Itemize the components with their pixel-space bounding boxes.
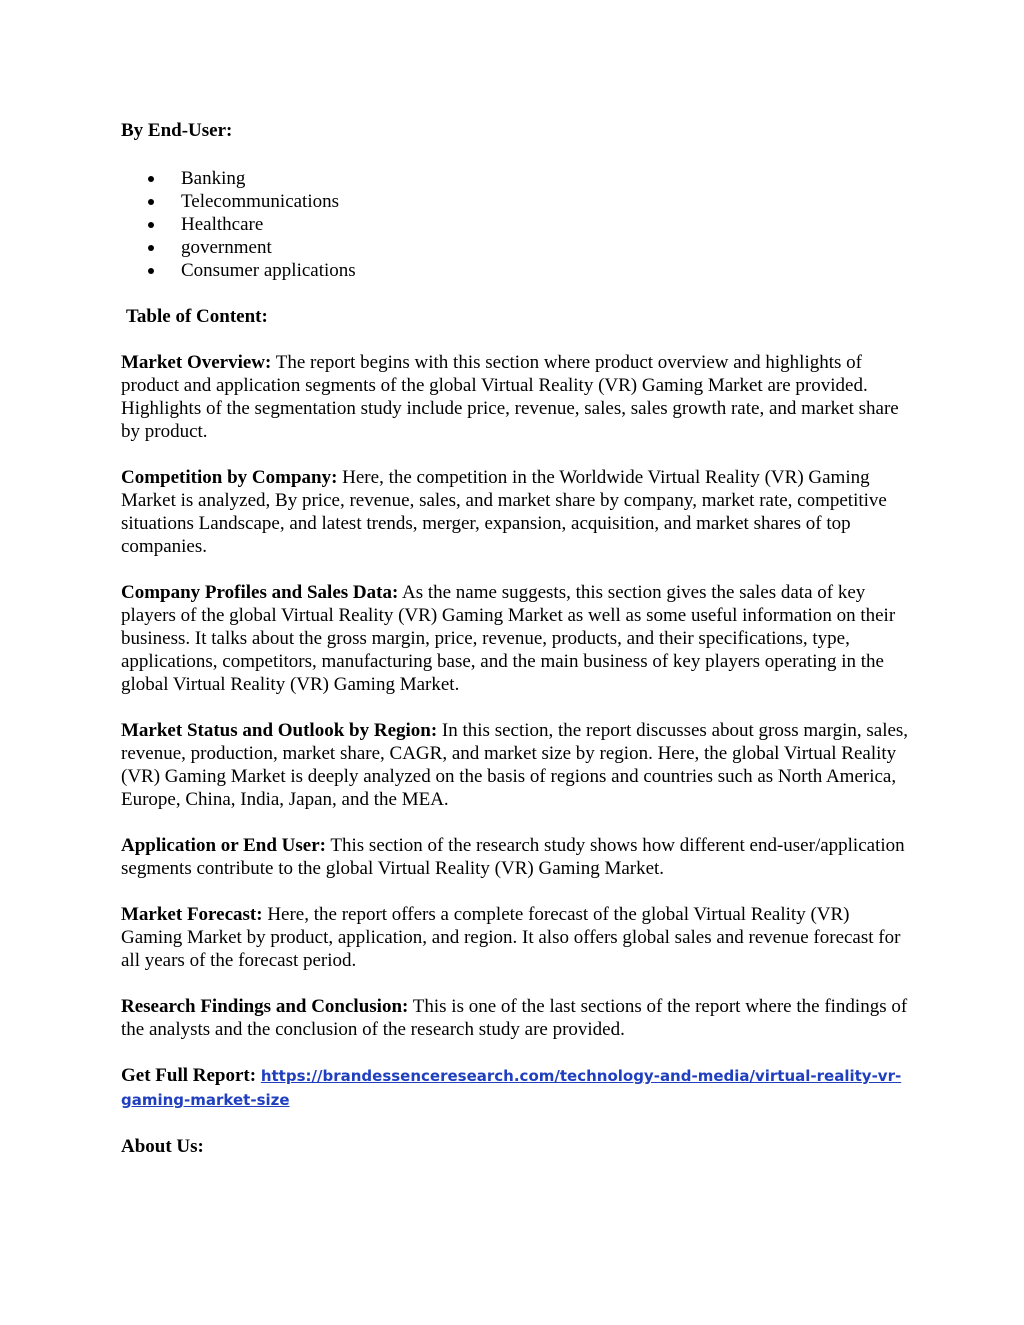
list-item bbox=[121, 213, 911, 236]
end-user-list bbox=[121, 167, 911, 282]
section-text: Here, the competition in the Worldwide Virtual Reality (VR) Gaming Market is analyzed, By price, revenue, sales, and market share by company, market rate, competitive situations Landscape, and latest trends, merger, expansion, acquisition, and market shares of top companies. bbox=[121, 467, 887, 557]
list-item bbox=[121, 190, 911, 213]
list-item bbox=[121, 236, 911, 259]
list-item-label: Telecommunications bbox=[181, 191, 340, 212]
section-label: Competition by Company: bbox=[121, 467, 338, 488]
section-application-end-user bbox=[121, 834, 911, 880]
list-item bbox=[121, 167, 911, 190]
section-market-status-by-region bbox=[121, 719, 911, 811]
section-label: Market Overview: bbox=[121, 352, 272, 373]
about-us-heading: About Us: bbox=[121, 1136, 204, 1157]
list-item-label: Consumer applications bbox=[181, 260, 356, 281]
section-text: As the name suggests, this section gives the sales data of key players of the global Virtual Reality (VR) Gaming Market as well as some useful information on their business. It talks about the gross margin, price, revenue, products, and their specifications, type, applications, competitors, manufacturing base, and the main business of key players operating in the global Virtual Reality (VR) Gaming Market. bbox=[121, 582, 896, 695]
section-text: This section of the research study shows how different end-user/application segments contribute to the global Virtual Reality (VR) Gaming Market. bbox=[121, 835, 905, 879]
section-label: Company Profiles and Sales Data: bbox=[121, 582, 399, 603]
list-item-label: government bbox=[181, 237, 272, 258]
bullet-icon bbox=[148, 222, 154, 228]
section-research-findings bbox=[121, 995, 911, 1041]
get-full-report bbox=[121, 1064, 911, 1112]
bullet-icon bbox=[148, 245, 154, 251]
list-item-label: Healthcare bbox=[181, 214, 264, 235]
section-text: The report begins with this section where product overview and highlights of product and application segments of the global Virtual Reality (VR) Gaming Market are provided. Highlights of the segmentation study include price, revenue, sales, sales growth rate, and market share by product. bbox=[121, 352, 899, 442]
report-label: Get Full Report: bbox=[121, 1065, 261, 1086]
bullet-icon bbox=[148, 176, 154, 182]
section-label: Application or End User: bbox=[121, 835, 326, 856]
section-market-overview bbox=[121, 351, 911, 443]
list-item bbox=[121, 259, 911, 282]
section-label: Research Findings and Conclusion: bbox=[121, 996, 409, 1017]
bullet-icon bbox=[148, 199, 154, 205]
end-user-heading: By End-User: bbox=[121, 120, 233, 141]
document-page bbox=[121, 119, 911, 1158]
section-text: This is one of the last sections of the report where the findings of the analysts and the conclusion of the research study are provided. bbox=[121, 996, 908, 1040]
list-item-label: Banking bbox=[181, 168, 246, 189]
section-label: Market Forecast: bbox=[121, 904, 263, 925]
section-text: Here, the report offers a complete forecast of the global Virtual Reality (VR) Gaming Market by product, application, and region. It also offers global sales and revenue forecast for all years of the forecast period. bbox=[121, 904, 901, 971]
bullet-icon bbox=[148, 268, 154, 274]
section-company-profiles bbox=[121, 581, 911, 696]
report-link[interactable]: https://brandessenceresearch.com/technology-and-media/virtual-reality-vr-gaming-market-size bbox=[121, 1067, 902, 1109]
section-market-forecast bbox=[121, 903, 911, 972]
section-text: In this section, the report discusses about gross margin, sales, revenue, production, market share, CAGR, and market size by region. Here, the global Virtual Reality (VR) Gaming Market is deeply analyzed on the basis of regions and countries such as North America, Europe, China, India, Japan, and the MEA. bbox=[121, 720, 909, 810]
table-of-content-heading: Table of Content: bbox=[126, 306, 268, 327]
section-competition-by-company bbox=[121, 466, 911, 558]
section-label: Market Status and Outlook by Region: bbox=[121, 720, 438, 741]
